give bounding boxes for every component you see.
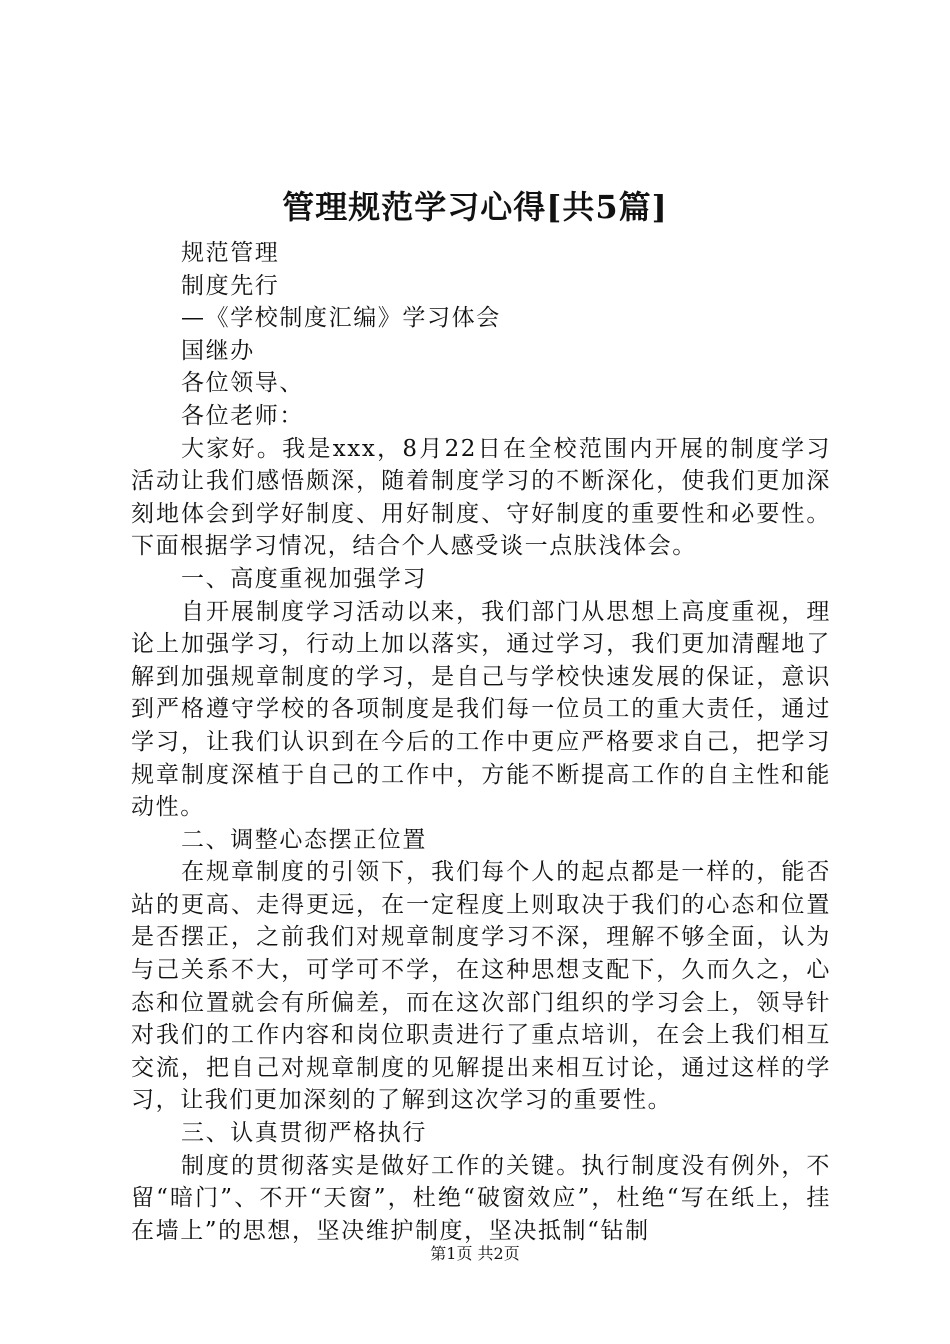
page-footer: 第1页 共2页 bbox=[430, 1244, 520, 1263]
body-paragraph: 大家好。我是xxx，8月22日在全校范围内开展的制度学习活动让我们感悟颇深，随着制度学习的不断深化，使我们更加深刻地体会到学好制度、用好制度、守好制度的重要性和必要性。下面根据学习情况，结合个人感受谈一点肤浅体会。 bbox=[131, 435, 831, 560]
section-heading: 三、认真贯彻严格执行 bbox=[181, 1120, 427, 1147]
body-paragraph: 自开展制度学习活动以来，我们部门从思想上高度重视，理论上加强学习，行动上加以落实，通过学习，我们更加清醒地了解到加强规章制度的学习，是自己与学校快速发展的保证，意识到严格遵守学校的各项制度是我们每一位员工的重大责任，通过学习，让我们认识到在今后的工作中更应严格要求自己，把学习规章制度深植于自己的工作中，方能不断提高工作的自主性和能动性。 bbox=[131, 598, 831, 821]
document-title: 管理规范学习心得[共5篇] bbox=[282, 188, 668, 226]
section-heading: 二、调整心态摆正位置 bbox=[181, 826, 427, 853]
body-paragraph: 制度的贯彻落实是做好工作的关键。执行制度没有例外，不留“暗门”、不开“天窗”，杜绝“破窗效应”，杜绝“写在纸上，挂在墙上”的思想，坚决维护制度，坚决抵制“钻制 bbox=[131, 1152, 831, 1244]
document-body bbox=[131, 237, 831, 1247]
body-paragraph: 在规章制度的引领下，我们每个人的起点都是一样的，能否站的更高、走得更远，在一定程度上则取决于我们的心态和位置是否摆正，之前我们对规章制度学习不深，理解不够全面，认为与己关系不大，可学可不学，在这种思想支配下，久而久之，心态和位置就会有所偏差，而在这次部门组织的学习会上，领导针对我们的工作内容和岗位职责进行了重点培训，在会上我们相互交流，把自己对规章制度的见解提出来相互讨论，通过这样的学习，让我们更加深刻的了解到这次学习的重要性。 bbox=[131, 859, 831, 1114]
section-heading: 一、高度重视加强学习 bbox=[181, 565, 427, 592]
salutation-line: 各位领导、 bbox=[181, 370, 304, 397]
author-line: 国继办 bbox=[181, 337, 255, 364]
salutation-line: 各位老师： bbox=[181, 402, 304, 429]
subtitle-line: 制度先行 bbox=[181, 272, 280, 299]
subtitle-line: 规范管理 bbox=[181, 240, 280, 266]
subtitle-line: —《学校制度汇编》学习体会 bbox=[181, 305, 501, 332]
